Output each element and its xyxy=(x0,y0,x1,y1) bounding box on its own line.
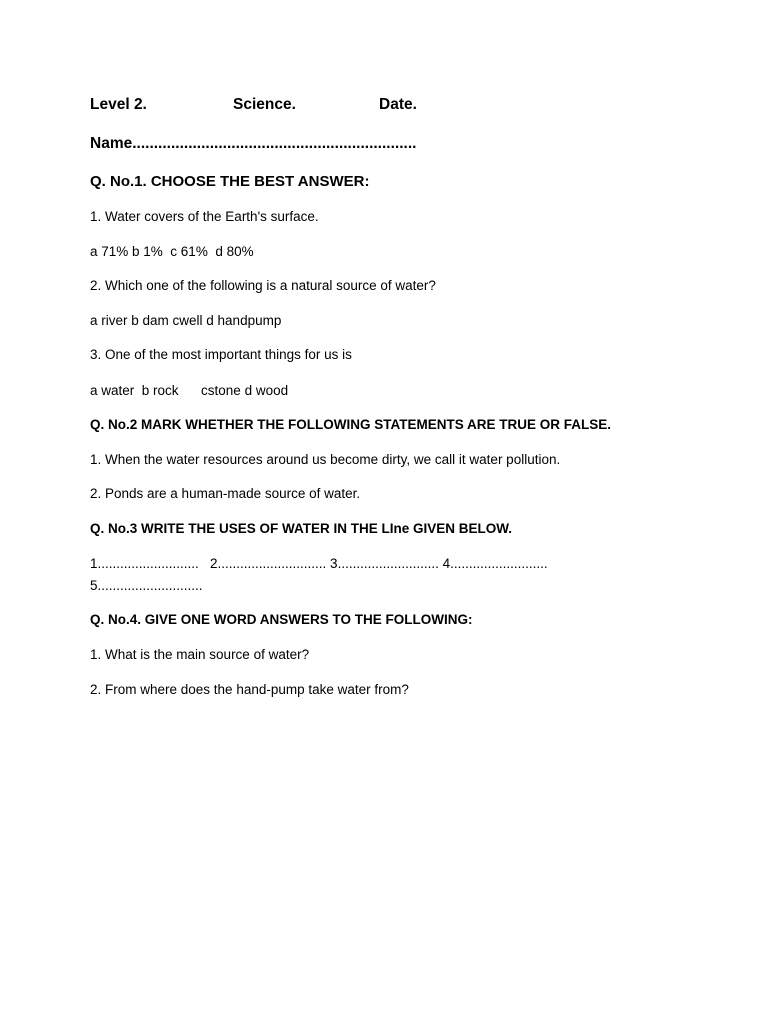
q1-question-3: 3. One of the most important things for us is xyxy=(90,347,352,362)
q1-options-3: a water b rock cstone d wood xyxy=(90,383,289,398)
q3-title: Q. No.3 WRITE THE USES OF WATER IN THE LIne GIVEN BELOW. xyxy=(90,521,513,536)
q1-title: Q. No.1. CHOOSE THE BEST ANSWER: xyxy=(90,173,370,190)
q1-question-2: 2. Which one of the following is a natural source of water? xyxy=(90,278,436,293)
q4-question-2: 2. From where does the hand-pump take water from? xyxy=(90,682,409,697)
q1-options-1: a 71% b 1% c 61% d 80% xyxy=(90,244,254,259)
q2-statement-1: 1. When the water resources around us become dirty, we call it water pollution. xyxy=(90,452,561,467)
q2-statement-2: 2. Ponds are a human-made source of water. xyxy=(90,486,361,501)
q1-question-1: 1. Water covers of the Earth's surface. xyxy=(90,209,319,224)
q3-blanks-line-2: 5............................ xyxy=(90,578,203,593)
date-label: Date. xyxy=(379,96,417,113)
q3-blanks-line-1: 1........................... 2............................. 3........................... 4.......................... xyxy=(90,556,548,571)
q1-options-2: a river b dam cwell d handpump xyxy=(90,313,282,328)
q4-question-1: 1. What is the main source of water? xyxy=(90,647,310,662)
q4-title: Q. No.4. GIVE ONE WORD ANSWERS TO THE FOLLOWING: xyxy=(90,612,473,627)
level-label: Level 2. xyxy=(90,96,147,113)
subject-label: Science. xyxy=(233,96,296,113)
q2-title: Q. No.2 MARK WHETHER THE FOLLOWING STATEMENTS ARE TRUE OR FALSE. xyxy=(90,417,611,432)
name-line: Name.................................................................. xyxy=(90,135,417,152)
